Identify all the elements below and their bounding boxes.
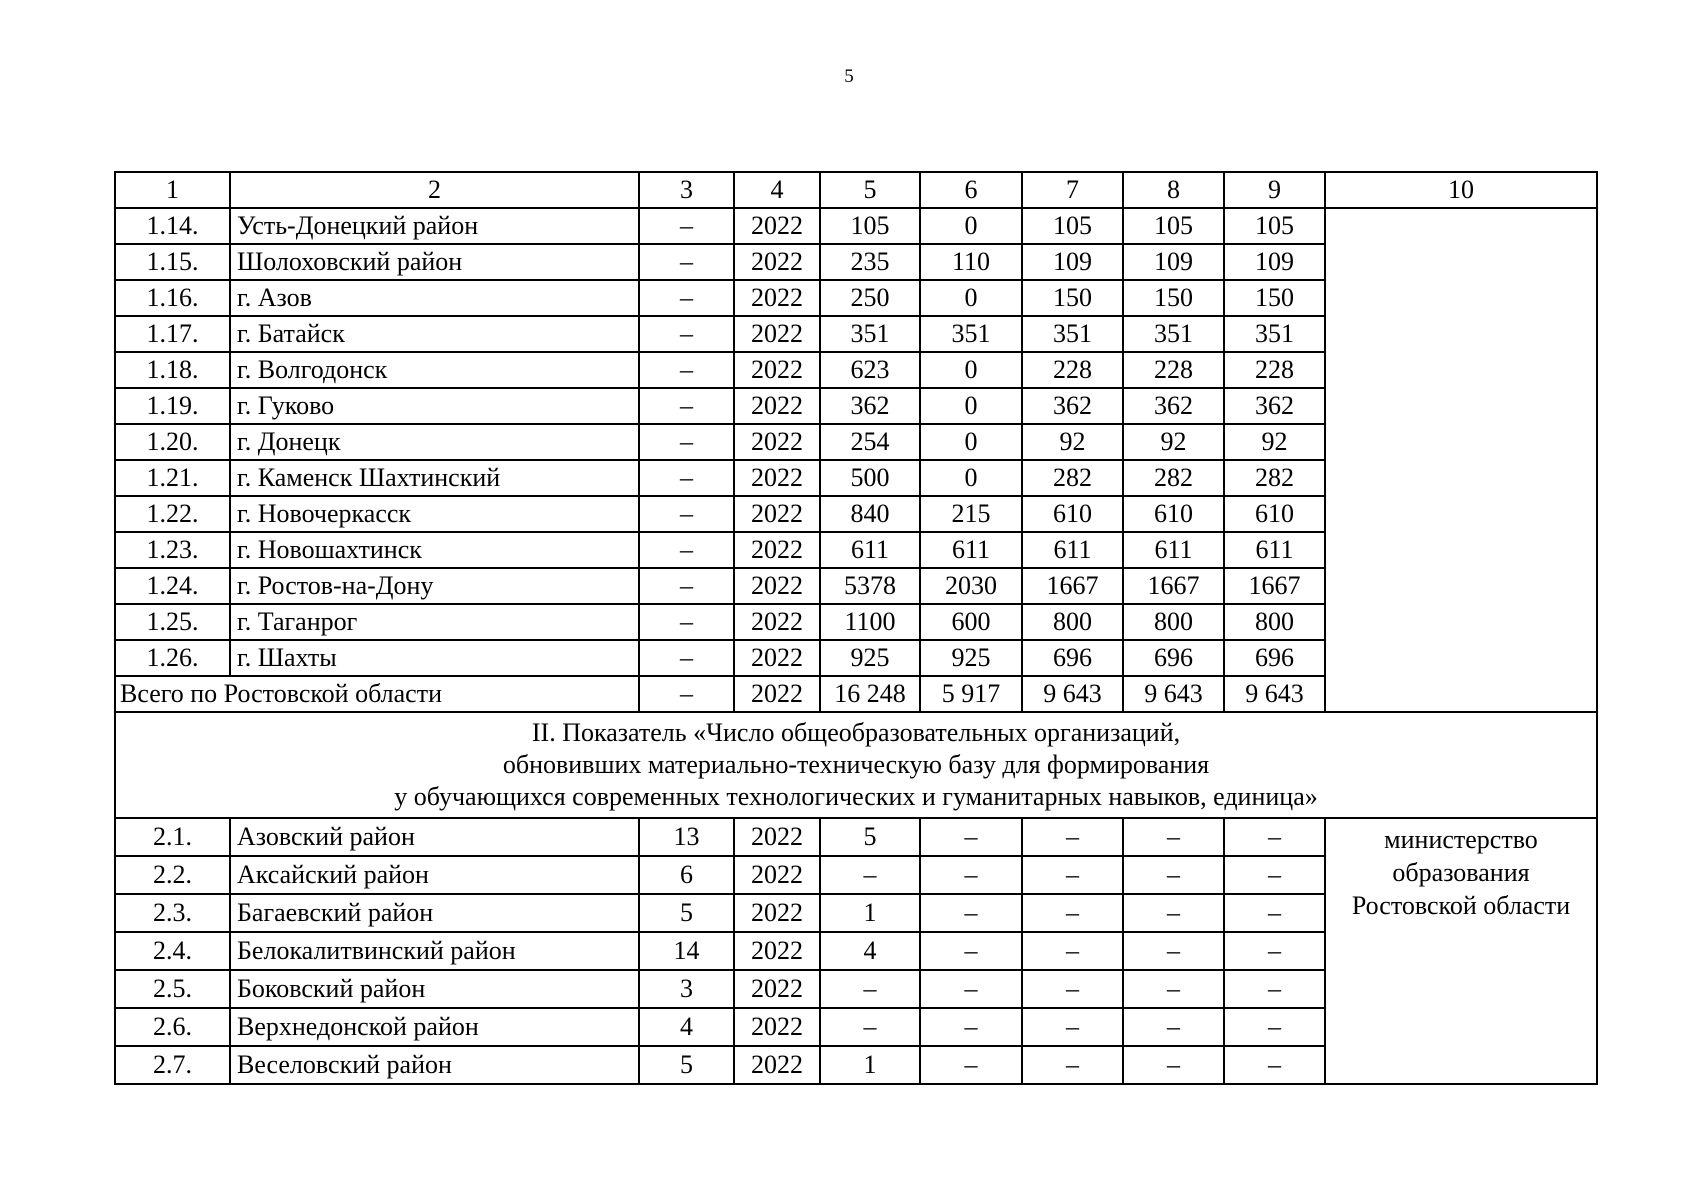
col5-value: 4 (820, 932, 920, 970)
table-row (115, 208, 1597, 244)
col9-value: 105 (1224, 208, 1325, 244)
col9-value: 610 (1224, 496, 1325, 532)
col6-value: – (920, 1046, 1022, 1084)
year-value: 2022 (734, 856, 820, 894)
row-number: 1.22. (115, 496, 230, 532)
col7-value: 109 (1022, 244, 1123, 280)
col7-value: – (1022, 1008, 1123, 1046)
col7-value: 92 (1022, 424, 1123, 460)
col5-value: – (820, 856, 920, 894)
col3-value: – (639, 532, 734, 568)
col5-value: 1 (820, 1046, 920, 1084)
col8-value: 351 (1123, 316, 1224, 352)
territory-name: Веселовский район (230, 1046, 639, 1084)
row-number: 1.14. (115, 208, 230, 244)
col5-value: 362 (820, 388, 920, 424)
col8-value: 228 (1123, 352, 1224, 388)
row-number: 1.15. (115, 244, 230, 280)
col6-value: – (920, 932, 1022, 970)
col8-value: 282 (1123, 460, 1224, 496)
responsible-line: министерство (1384, 825, 1538, 854)
header-cell: 7 (1022, 172, 1123, 208)
year-value: 2022 (734, 280, 820, 316)
col7-value: 611 (1022, 532, 1123, 568)
col7-value: 362 (1022, 388, 1123, 424)
year-value: 2022 (734, 388, 820, 424)
territory-name: г. Новочеркасск (230, 496, 639, 532)
year-value: 2022 (734, 970, 820, 1008)
col8-value: – (1123, 1008, 1224, 1046)
territory-name: г. Азов (230, 280, 639, 316)
col6-value: 925 (920, 640, 1022, 676)
territory-name: г. Волгодонск (230, 352, 639, 388)
territory-name: Багаевский район (230, 894, 639, 932)
col6-value: 215 (920, 496, 1022, 532)
col3-value: – (639, 568, 734, 604)
col8-value: 610 (1123, 496, 1224, 532)
col7-value: 105 (1022, 208, 1123, 244)
col3-value: – (639, 244, 734, 280)
header-cell: 3 (639, 172, 734, 208)
col5-value: 623 (820, 352, 920, 388)
year-value: 2022 (734, 496, 820, 532)
col6-value: 2030 (920, 568, 1022, 604)
col8-value: 105 (1123, 208, 1224, 244)
total-label: Всего по Ростовской области (115, 676, 639, 712)
territory-name: г. Таганрог (230, 604, 639, 640)
col9-value: 228 (1224, 352, 1325, 388)
row-number: 1.21. (115, 460, 230, 496)
col6-value: 0 (920, 388, 1022, 424)
col5-value: 5 (820, 818, 920, 856)
territory-name: Усть-Донецкий район (230, 208, 639, 244)
col6-value: 5 917 (920, 676, 1022, 712)
row-number: 1.16. (115, 280, 230, 316)
col3-value: 4 (639, 1008, 734, 1046)
col3-value: – (639, 388, 734, 424)
col6-value: – (920, 856, 1022, 894)
col6-value: – (920, 894, 1022, 932)
row-number: 2.4. (115, 932, 230, 970)
col6-value: 0 (920, 208, 1022, 244)
year-value: 2022 (734, 316, 820, 352)
col7-value: 610 (1022, 496, 1123, 532)
col5-value: 254 (820, 424, 920, 460)
section2-title (115, 712, 1597, 818)
header-cell: 5 (820, 172, 920, 208)
header-cell: 1 (115, 172, 230, 208)
col7-value: – (1022, 818, 1123, 856)
col5-value: 235 (820, 244, 920, 280)
row-number: 1.20. (115, 424, 230, 460)
col5-value: 250 (820, 280, 920, 316)
header-cell: 4 (734, 172, 820, 208)
col7-value: – (1022, 970, 1123, 1008)
header-cell: 10 (1325, 172, 1597, 208)
col5-value: 925 (820, 640, 920, 676)
col3-value: – (639, 640, 734, 676)
indicators-table (114, 171, 1598, 1085)
col5-value: 840 (820, 496, 920, 532)
col9-value: 9 643 (1224, 676, 1325, 712)
col7-value: – (1022, 932, 1123, 970)
responsible-line: образования (1392, 858, 1530, 887)
year-value: 2022 (734, 676, 820, 712)
col5-value: – (820, 1008, 920, 1046)
col3-value: 5 (639, 894, 734, 932)
col7-value: 800 (1022, 604, 1123, 640)
col9-value: – (1224, 818, 1325, 856)
col3-value: 6 (639, 856, 734, 894)
col5-value: 351 (820, 316, 920, 352)
territory-name: г. Батайск (230, 316, 639, 352)
col8-value: 1667 (1123, 568, 1224, 604)
row-number: 2.7. (115, 1046, 230, 1084)
col6-value: 0 (920, 280, 1022, 316)
col8-value: – (1123, 970, 1224, 1008)
col9-value: 282 (1224, 460, 1325, 496)
col6-value: – (920, 970, 1022, 1008)
year-value: 2022 (734, 568, 820, 604)
responsible-executor (1325, 818, 1597, 1084)
territory-name: г. Гуково (230, 388, 639, 424)
col6-value: 0 (920, 424, 1022, 460)
responsible-line: Ростовской области (1351, 891, 1571, 920)
col5-value: 105 (820, 208, 920, 244)
col8-value: 9 643 (1123, 676, 1224, 712)
year-value: 2022 (734, 894, 820, 932)
col9-value: – (1224, 932, 1325, 970)
page-number: 5 (844, 66, 854, 87)
col9-value: 92 (1224, 424, 1325, 460)
col8-value: – (1123, 856, 1224, 894)
col3-value: – (639, 676, 734, 712)
col8-value: – (1123, 818, 1224, 856)
header-cell: 8 (1123, 172, 1224, 208)
table-row (115, 818, 1597, 856)
col5-value: 5378 (820, 568, 920, 604)
col9-value: 611 (1224, 532, 1325, 568)
col8-value: 109 (1123, 244, 1224, 280)
col8-value: – (1123, 932, 1224, 970)
year-value: 2022 (734, 932, 820, 970)
col3-value: – (639, 208, 734, 244)
col9-value: 150 (1224, 280, 1325, 316)
col3-value: 13 (639, 818, 734, 856)
section1-responsible-cell (1325, 208, 1597, 712)
col9-value: – (1224, 894, 1325, 932)
col9-value: 362 (1224, 388, 1325, 424)
row-number: 1.25. (115, 604, 230, 640)
territory-name: Верхнедонской район (230, 1008, 639, 1046)
col7-value: – (1022, 894, 1123, 932)
col5-value: – (820, 970, 920, 1008)
year-value: 2022 (734, 1008, 820, 1046)
col3-value: – (639, 280, 734, 316)
row-number: 2.3. (115, 894, 230, 932)
col9-value: 696 (1224, 640, 1325, 676)
year-value: 2022 (734, 640, 820, 676)
territory-name: г. Новошахтинск (230, 532, 639, 568)
col5-value: 16 248 (820, 676, 920, 712)
row-number: 1.24. (115, 568, 230, 604)
section2-title-line: II. Показатель «Число общеобразовательных организаций, (531, 718, 1181, 747)
row-number: 1.26. (115, 640, 230, 676)
year-value: 2022 (734, 460, 820, 496)
col9-value: 800 (1224, 604, 1325, 640)
header-row (115, 172, 1597, 208)
row-number: 2.2. (115, 856, 230, 894)
col6-value: 0 (920, 352, 1022, 388)
year-value: 2022 (734, 818, 820, 856)
row-number: 1.19. (115, 388, 230, 424)
section2-title-row (115, 712, 1597, 818)
row-number: 2.6. (115, 1008, 230, 1046)
col6-value: 110 (920, 244, 1022, 280)
col8-value: 362 (1123, 388, 1224, 424)
col8-value: 92 (1123, 424, 1224, 460)
col9-value: – (1224, 970, 1325, 1008)
col5-value: 1 (820, 894, 920, 932)
col9-value: 1667 (1224, 568, 1325, 604)
col6-value: 600 (920, 604, 1022, 640)
territory-name: г. Каменск Шахтинский (230, 460, 639, 496)
row-number: 2.1. (115, 818, 230, 856)
col8-value: – (1123, 1046, 1224, 1084)
year-value: 2022 (734, 352, 820, 388)
col5-value: 1100 (820, 604, 920, 640)
year-value: 2022 (734, 244, 820, 280)
col7-value: 351 (1022, 316, 1123, 352)
header-cell: 2 (230, 172, 639, 208)
col6-value: 611 (920, 532, 1022, 568)
col9-value: – (1224, 1008, 1325, 1046)
col5-value: 611 (820, 532, 920, 568)
col8-value: – (1123, 894, 1224, 932)
row-number: 1.18. (115, 352, 230, 388)
col6-value: – (920, 818, 1022, 856)
territory-name: Боковский район (230, 970, 639, 1008)
col3-value: – (639, 316, 734, 352)
year-value: 2022 (734, 1046, 820, 1084)
col3-value: – (639, 604, 734, 640)
row-number: 1.17. (115, 316, 230, 352)
col3-value: – (639, 496, 734, 532)
territory-name: Шолоховский район (230, 244, 639, 280)
col3-value: – (639, 352, 734, 388)
col7-value: 696 (1022, 640, 1123, 676)
col7-value: – (1022, 1046, 1123, 1084)
col3-value: 5 (639, 1046, 734, 1084)
territory-name: Азовский район (230, 818, 639, 856)
col7-value: 9 643 (1022, 676, 1123, 712)
col5-value: 500 (820, 460, 920, 496)
col7-value: 1667 (1022, 568, 1123, 604)
col3-value: 3 (639, 970, 734, 1008)
col9-value: 109 (1224, 244, 1325, 280)
col8-value: 611 (1123, 532, 1224, 568)
col8-value: 150 (1123, 280, 1224, 316)
col7-value: 228 (1022, 352, 1123, 388)
header-cell: 9 (1224, 172, 1325, 208)
year-value: 2022 (734, 532, 820, 568)
col9-value: – (1224, 856, 1325, 894)
territory-name: г. Донецк (230, 424, 639, 460)
year-value: 2022 (734, 208, 820, 244)
col7-value: 282 (1022, 460, 1123, 496)
col8-value: 800 (1123, 604, 1224, 640)
territory-name: Аксайский район (230, 856, 639, 894)
col6-value: 351 (920, 316, 1022, 352)
col6-value: – (920, 1008, 1022, 1046)
header-cell: 6 (920, 172, 1022, 208)
section2-title-line: обновивших материально-техническую базу для формирования (502, 750, 1210, 779)
col3-value: – (639, 460, 734, 496)
col8-value: 696 (1123, 640, 1224, 676)
row-number: 2.5. (115, 970, 230, 1008)
section2-title-line: у обучающихся современных технологических и гуманитарных навыков, единица» (394, 782, 1318, 811)
territory-name: г. Шахты (230, 640, 639, 676)
row-number: 1.23. (115, 532, 230, 568)
col6-value: 0 (920, 460, 1022, 496)
col3-value: – (639, 424, 734, 460)
col7-value: 150 (1022, 280, 1123, 316)
col3-value: 14 (639, 932, 734, 970)
col9-value: 351 (1224, 316, 1325, 352)
col7-value: – (1022, 856, 1123, 894)
col9-value: – (1224, 1046, 1325, 1084)
territory-name: Белокалитвинский район (230, 932, 639, 970)
territory-name: г. Ростов-на-Дону (230, 568, 639, 604)
year-value: 2022 (734, 604, 820, 640)
year-value: 2022 (734, 424, 820, 460)
